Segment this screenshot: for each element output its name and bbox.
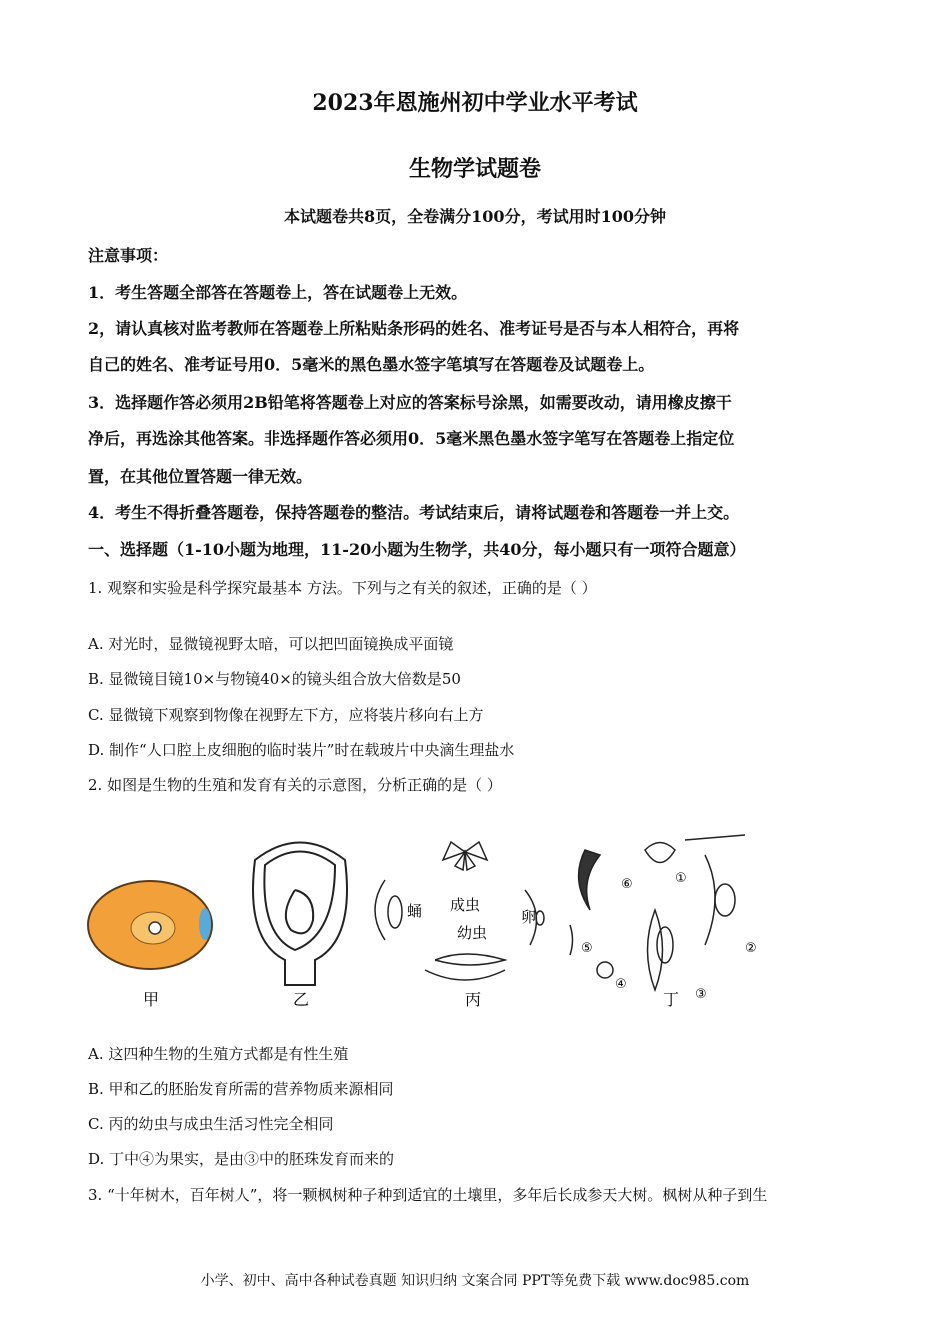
note-line: 3．选择题作答必须用2B铅笔将答题卷上对应的答案标号涂黑，如需要改动，请用橡皮擦干: [88, 393, 732, 412]
notes-heading: 注意事项：: [88, 246, 169, 265]
question-2-option-c: C. 丙的幼虫与成虫生活习性完全相同: [88, 1115, 334, 1133]
plant-marker-4: ④: [615, 977, 627, 992]
question-2-option-d: D. 丁中④为果实，是由③中的胚珠发育而来的: [88, 1150, 395, 1168]
butterfly-label-larva: 幼虫: [457, 924, 488, 942]
plant-marker-6: ⑥: [621, 877, 633, 892]
question-2-option-a: A. 这四种生物的生殖方式都是有性生殖: [88, 1045, 349, 1063]
question-1-option-b: B. 显微镜目镜10×与物镜40×的镜头组合放大倍数是50: [88, 670, 461, 688]
question-1-option-c: C. 显微镜下观察到物像在视野左下方，应将装片移向右上方: [88, 706, 484, 724]
question-1-stem: 1. 观察和实验是科学探究最基本 方法。下列与之有关的叙述，正确的是（ ）: [88, 579, 597, 597]
question-2-option-b: B. 甲和乙的胚胎发育所需的营养物质来源相同: [88, 1080, 394, 1098]
note-line: 2，请认真核对监考教师在答题卷上所粘贴条形码的姓名、准考证号是否与本人相符合，再将: [88, 319, 740, 338]
question-2-stem: 2. 如图是生物的生殖和发育有关的示意图，分析正确的是（ ）: [88, 776, 502, 794]
exam-subtitle: 生物学试题卷: [408, 156, 541, 182]
egg-illustration: [88, 881, 212, 969]
reproduction-figure: [85, 820, 765, 1020]
figure-label-jia: 甲: [143, 990, 160, 1009]
exam-title: 2023年恩施州初中学业水平考试: [312, 90, 638, 116]
note-line: 置，在其他位置答题一律无效。: [88, 467, 313, 486]
note-line: 4．考生不得折叠答题卷，保持答题卷的整洁。考试结束后，请将试题卷和答题卷一并上交。: [88, 503, 740, 522]
plant-marker-1: ①: [675, 871, 687, 886]
question-1-option-d: D. 制作“人口腔上皮细胞的临时装片”时在载玻片中央滴生理盐水: [88, 741, 515, 759]
note-line: 净后，再选涂其他答案。非选择题作答必须用0．5毫米黑色墨水签字笔写在答题卷上指定位: [88, 429, 735, 448]
figure-label-bing: 丙: [465, 990, 482, 1009]
figure-label-ding: 丁: [663, 990, 680, 1009]
section-heading: 一、选择题（1-10小题为地理，11-20小题为生物学，共40分，每小题只有一项符合题意）: [88, 540, 746, 559]
question-3-stem: 3. “十年树木，百年树人”，将一颗枫树种子种到适宜的土壤里，多年后长成参天大树。枫树从种子到生: [88, 1186, 768, 1204]
figure-label-yi: 乙: [293, 990, 310, 1009]
plant-marker-5: ⑤: [581, 941, 593, 956]
plant-marker-2: ②: [745, 941, 757, 956]
note-line: 1．考生答题全部答在答题卷上，答在试题卷上无效。: [88, 283, 468, 302]
plant-cycle: [570, 835, 745, 990]
uterus-illustration: [253, 843, 347, 986]
butterfly-label-egg: 卵: [521, 908, 537, 926]
plant-marker-3: ③: [695, 987, 707, 1002]
butterfly-label-adult: 成虫: [450, 896, 481, 914]
page-footer: 小学、初中、高中各种试卷真题 知识归纳 文案合同 PPT等免费下载 www.doc985.com: [200, 1273, 750, 1289]
question-1-option-a: A. 对光时，显微镜视野太暗，可以把凹面镜换成平面镜: [88, 635, 454, 653]
exam-info: 本试题卷共8页，全卷满分100分，考试用时100分钟: [284, 207, 666, 226]
note-line: 自己的姓名、准考证号用0．5毫米的黑色墨水签字笔填写在答题卷及试题卷上。: [88, 355, 655, 374]
butterfly-label-pupa: 蛹: [407, 902, 423, 920]
